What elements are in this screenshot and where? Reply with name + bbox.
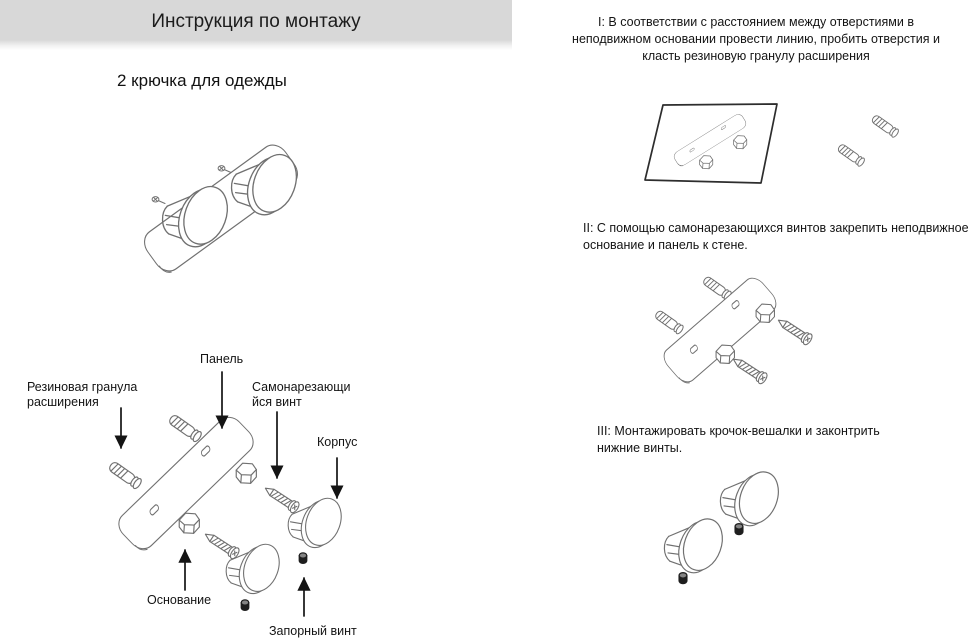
exploded-parts-diagram bbox=[0, 340, 500, 641]
label-line: Запорный винт bbox=[269, 624, 357, 638]
step-1-text bbox=[557, 14, 955, 65]
label-rubber-plug bbox=[27, 380, 137, 411]
label-panel bbox=[200, 352, 243, 367]
label-line: Корпус bbox=[317, 435, 358, 449]
label-line: Самонарезающи bbox=[252, 380, 351, 394]
label-hook-body bbox=[317, 435, 357, 450]
text-line: I: В соответствии с расстоянием между отверстиями в bbox=[598, 15, 914, 29]
text-line: нижние винты. bbox=[597, 441, 683, 455]
label-self-tapping-screw bbox=[252, 380, 350, 411]
label-line: Основание bbox=[147, 593, 212, 607]
step-3-illustration bbox=[648, 455, 833, 635]
text-line: класть резиновую гранулу расширения bbox=[642, 49, 870, 63]
label-line: Резиновая гранула bbox=[27, 380, 138, 394]
header-bar bbox=[0, 0, 512, 50]
text-line: неподвижном основании провести линию, пробить отверстия и bbox=[572, 32, 940, 46]
step-3-text bbox=[597, 423, 907, 457]
step-2-text bbox=[583, 220, 970, 254]
page-title: Инструкция по монтажу bbox=[151, 11, 361, 32]
step-2-illustration bbox=[640, 272, 905, 412]
assembled-product-illustration bbox=[123, 122, 368, 300]
step-1-illustration bbox=[640, 92, 910, 214]
product-subtitle: 2 крючка для одежды bbox=[117, 71, 287, 90]
label-line: Панель bbox=[200, 352, 244, 366]
text-line: основание и панель к стене. bbox=[583, 238, 748, 252]
label-line: йся винт bbox=[252, 395, 302, 410]
text-line: III: Монтажировать крочок-вешалки и законтрить bbox=[597, 424, 880, 438]
label-line: расширения bbox=[27, 395, 99, 410]
label-base bbox=[147, 593, 211, 608]
label-lock-screw bbox=[269, 624, 357, 639]
text-line: II: С помощью самонарезающихся винтов закрепить неподвижное bbox=[583, 221, 969, 235]
